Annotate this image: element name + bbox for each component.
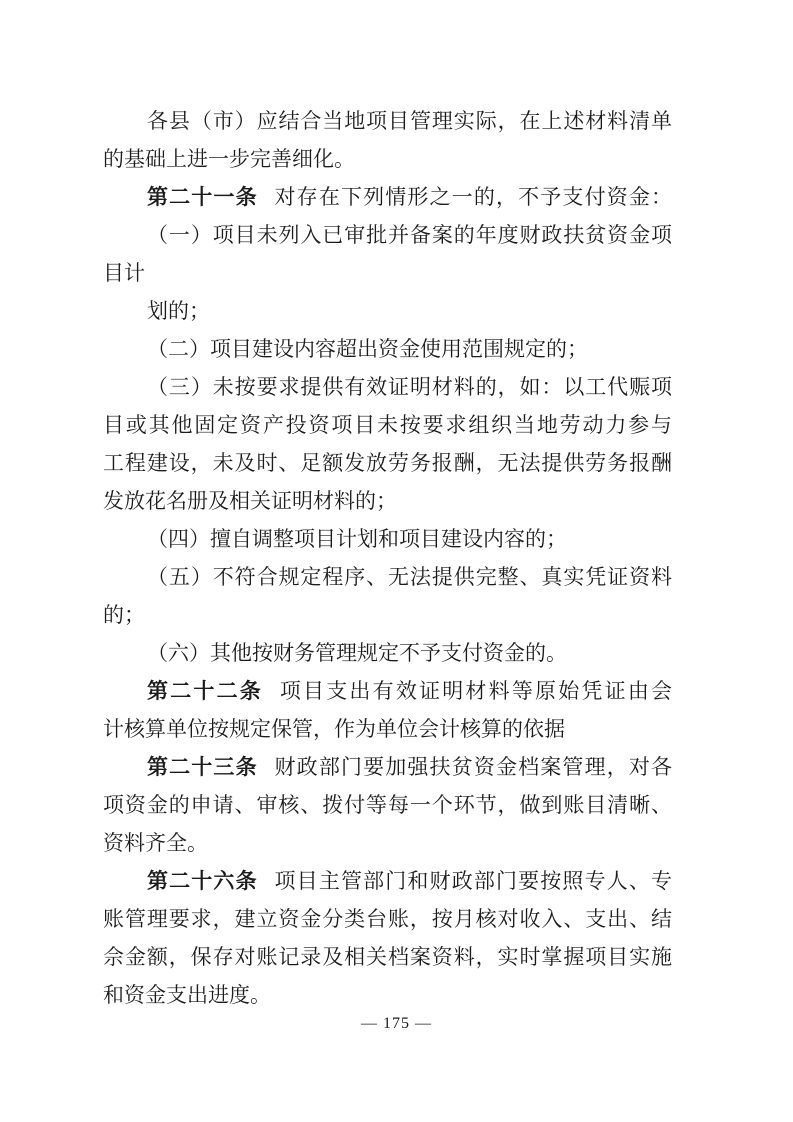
text-line: 划的；: [147, 299, 210, 323]
article-heading-line: [103, 178, 672, 216]
text-line: 计核算单位按规定保管，作为单位会计核算的依据: [103, 717, 565, 741]
article-heading-line: [103, 672, 672, 710]
text-line: 佘金额，保存对账记录及相关档案资料，实时掌握项目实施: [103, 945, 672, 969]
article-heading-line: [103, 748, 672, 786]
text-line: 发放花名册及相关证明材料的；: [103, 489, 397, 513]
article-text: 项目支出有效证明材料等原始凭证由会: [279, 679, 672, 703]
text-line: 的；: [103, 603, 145, 627]
article-number: 第二十六条: [147, 869, 258, 893]
text-line: 各县（市）应结合当地项目管理实际，在上述材料清单: [147, 109, 672, 133]
text-line: 的基础上进一步完善细化。: [103, 147, 355, 171]
document-body: [103, 102, 672, 1014]
text-line: （二）项目建设内容超出资金使用范围规定的；: [147, 337, 588, 361]
page-number: — 175 —: [361, 1015, 432, 1032]
text-line: 项资金的申请、审核、拨付等每一个环节，做到账目清晰、: [103, 793, 672, 817]
text-line: （四）擅自调整项目计划和项目建设内容的；: [147, 527, 567, 551]
text-line: 和资金支出进度。: [103, 983, 271, 1007]
article-number: 第二十三条: [147, 755, 258, 779]
text-line: 目计: [103, 261, 145, 285]
article-text: 项目主管部门和财政部门要按照专人、专: [274, 869, 672, 893]
article-text: 财政部门要加强扶贫资金档案管理，对各: [274, 755, 672, 779]
text-line: 工程建设，未及时、足额发放劳务报酬，无法提供劳务报酬: [103, 451, 672, 475]
text-line: （三）未按要求提供有效证明材料的，如：以工代赈项: [147, 375, 672, 399]
text-line: 目或其他固定资产投资项目未按要求组织当地劳动力参与: [103, 413, 672, 437]
text-line: 账管理要求，建立资金分类台账，按月核对收入、支出、结: [103, 907, 672, 931]
text-line: （一）项目未列入已审批并备案的年度财政扶贫资金项: [147, 223, 672, 247]
article-text: 对存在下列情形之一的，不予支付资金：: [274, 185, 672, 209]
text-line: （五）不符合规定程序、无法提供完整、真实凭证资料: [147, 565, 672, 589]
article-heading-line: [103, 862, 672, 900]
article-number: 第二十二条: [147, 679, 264, 703]
text-line: 资料齐全。: [103, 831, 208, 855]
article-number: 第二十一条: [147, 185, 258, 209]
text-line: （六）其他按财务管理规定不予支付资金的。: [147, 641, 567, 665]
